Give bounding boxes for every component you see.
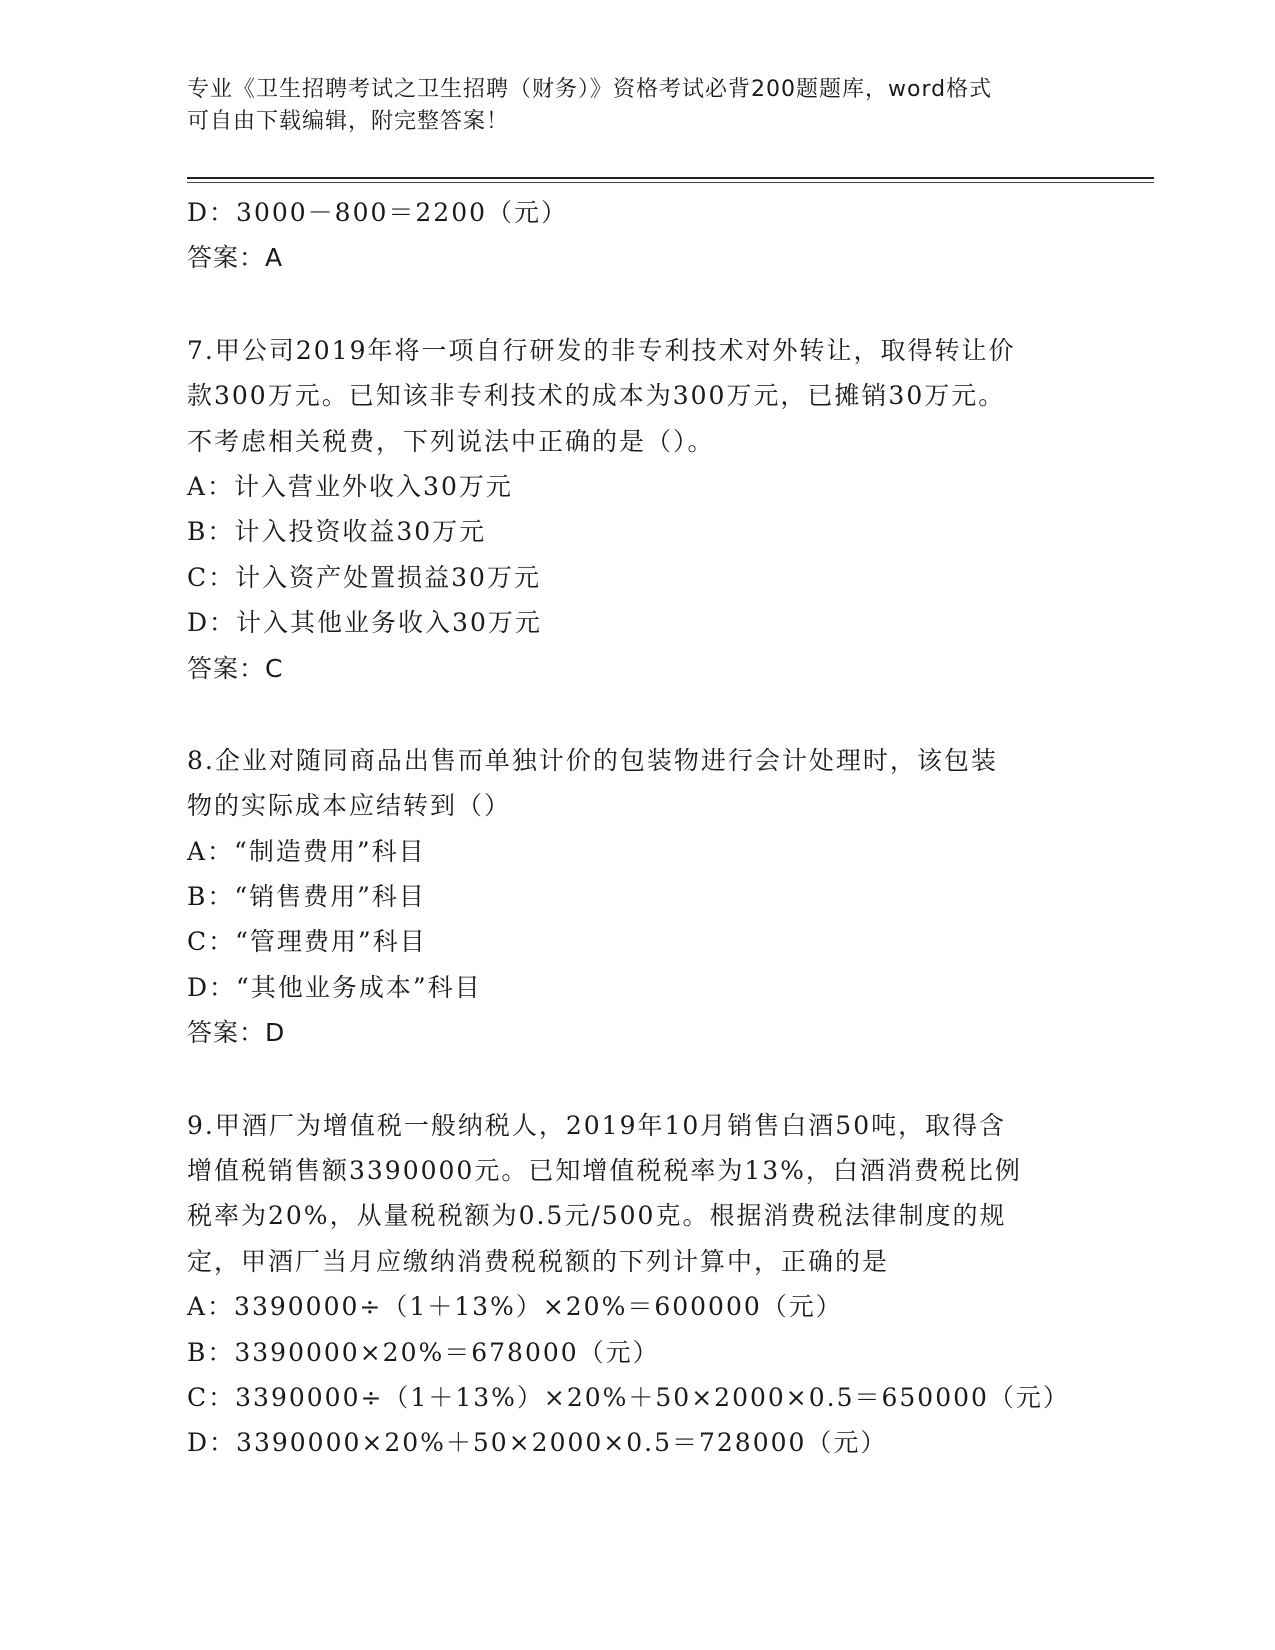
question-stem-line: 增值税销售额3390000元。已知增值税税率为13%，白酒消费税比例 <box>187 1156 1022 1186</box>
option-d: D：计入其他业务收入30万元 <box>187 608 542 638</box>
header-title-line-1: 专业《卫生招聘考试之卫生招聘（财务）》资格考试必背200题题库，word格式 <box>187 77 993 102</box>
option-d: D：“其他业务成本”科目 <box>187 972 482 1002</box>
option-c: C：“管理费用”科目 <box>187 927 427 957</box>
option-b: B：“销售费用”科目 <box>187 882 426 912</box>
header-title-line-2: 可自由下载编辑，附完整答案！ <box>187 109 510 134</box>
header-divider-thin <box>187 182 1154 183</box>
question-stem-line: 7.甲公司2019年将一项自行研发的非专利技术对外转让，取得转让价 <box>187 335 1016 365</box>
question-stem-line: 8.企业对随同商品出售而单独计价的包装物进行会计处理时，该包装 <box>187 745 998 775</box>
question-6-tail <box>187 190 1087 281</box>
option-a: A：计入营业外收入30万元 <box>187 471 513 501</box>
option-d: D：3000－800＝2200（元） <box>187 198 569 227</box>
spacer <box>187 1056 1087 1103</box>
answer-line: 答案：D <box>187 1018 286 1048</box>
option-c: C：3390000÷（1＋13%）×20%＋50×2000×0.5＝650000（元） <box>187 1382 1070 1412</box>
header-divider-thick <box>187 177 1154 179</box>
question-stem-line: 定，甲酒厂当月应缴纳消费税税额的下列计算中，正确的是 <box>187 1246 890 1276</box>
question-stem-line: 不考虑相关税费，下列说法中正确的是（）。 <box>187 426 715 456</box>
question-8 <box>187 738 1087 1056</box>
question-9 <box>187 1103 1087 1466</box>
question-stem-line: 9.甲酒厂为增值税一般纳税人，2019年10月销售白酒50吨，取得含 <box>187 1110 1007 1140</box>
spacer <box>187 691 1087 738</box>
spacer <box>187 281 1087 328</box>
page-header <box>187 74 1067 138</box>
answer-line: 答案：C <box>187 653 284 683</box>
question-stem-line: 款300万元。已知该非专利技术的成本为300万元，已摊销30万元。 <box>187 381 1006 411</box>
option-a: A：“制造费用”科目 <box>187 836 426 866</box>
option-d: D：3390000×20%＋50×2000×0.5＝728000（元） <box>187 1428 888 1458</box>
option-b: B：计入投资收益30万元 <box>187 517 487 547</box>
option-a: A：3390000÷（1＋13%）×20%＝600000（元） <box>187 1292 843 1322</box>
answer-line: 答案：A <box>187 243 284 273</box>
option-c: C：计入资产处置损益30万元 <box>187 562 541 592</box>
question-stem-line: 物的实际成本应结转到（） <box>187 791 512 821</box>
question-7 <box>187 328 1087 691</box>
option-b: B：3390000×20%＝678000（元） <box>187 1337 660 1367</box>
question-content <box>187 190 1087 1466</box>
question-stem-line: 税率为20%，从量税税额为0.5元/500克。根据消费税法律制度的规 <box>187 1201 1007 1231</box>
